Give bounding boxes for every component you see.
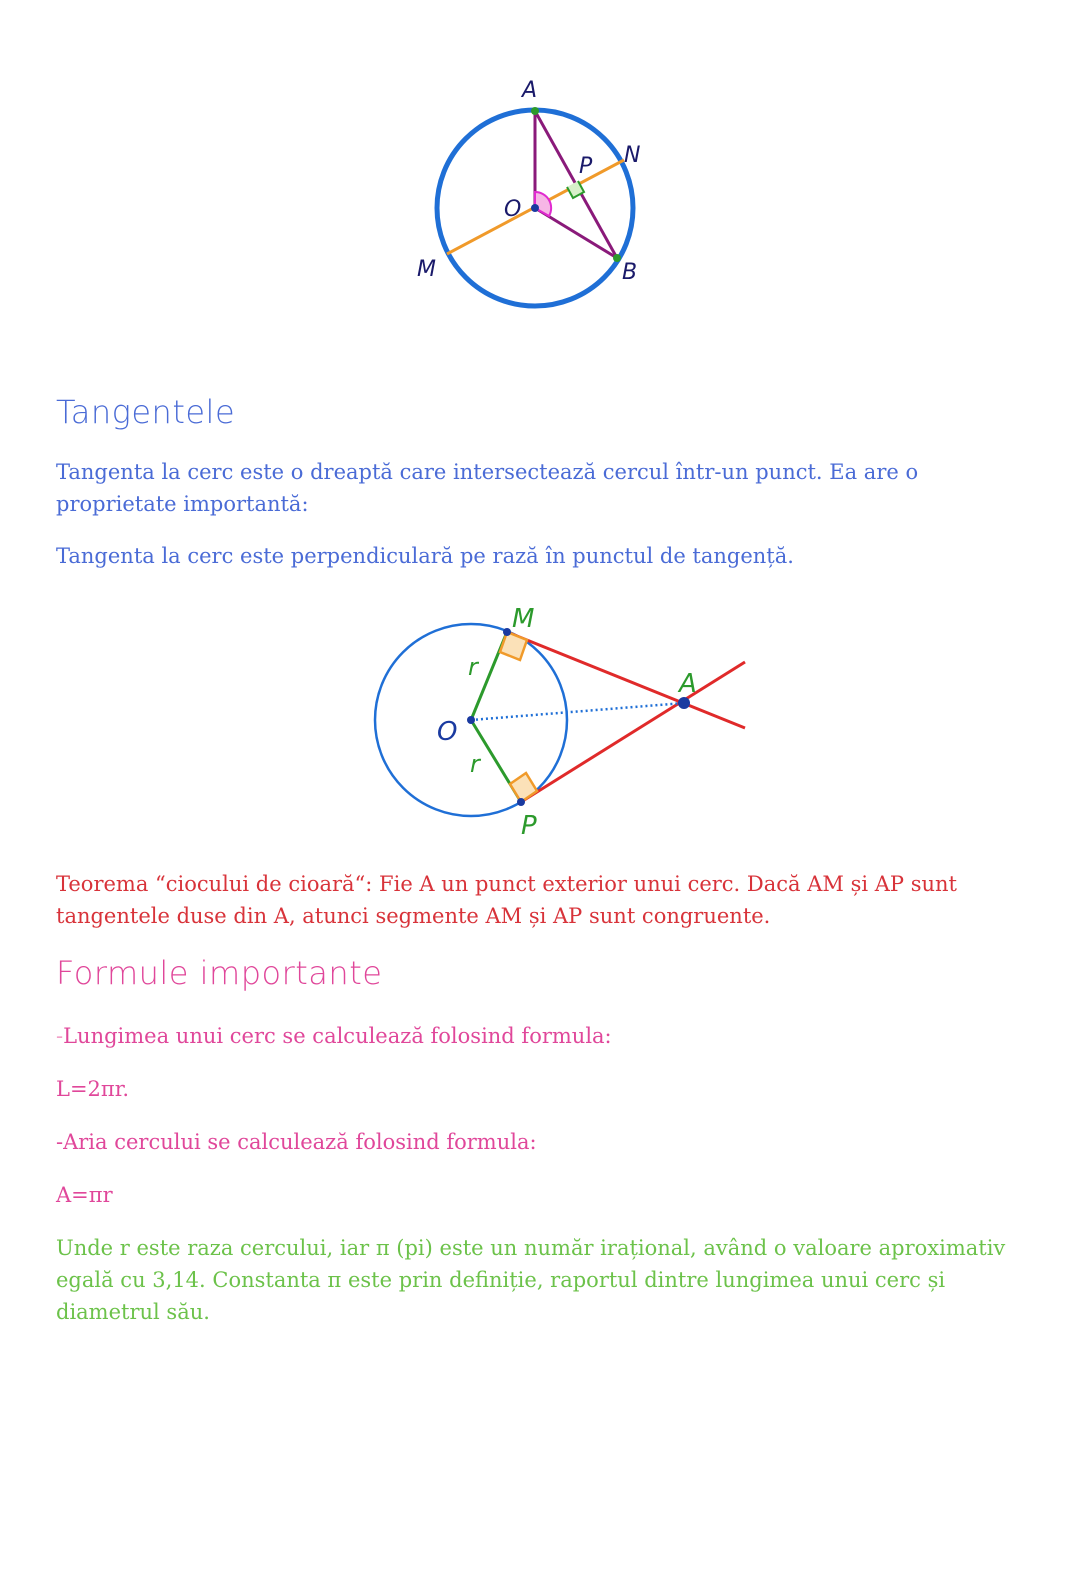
formula-length-intro [56,1020,1031,1052]
label-o: O [437,717,458,747]
label-r-top: r [468,653,478,681]
label-n: N [624,143,641,168]
paragraph-tangent-definition: Tangenta la cerc este o dreaptă care intersectează cercul într-un punct. Ea are o proprietate importantă: [56,460,919,516]
formula-length: L=2πr. [56,1077,130,1101]
segment-oa-dotted [471,703,684,720]
point-o [531,204,539,212]
point-o [467,716,475,724]
label-p: P [579,154,593,179]
label-o: O [504,197,522,222]
label-r-bottom: r [470,750,480,778]
formula-length-intro-text: Lungimea unui cerc se calculează folosind formula: [63,1024,612,1048]
formula-area-intro: -Aria cercului se calculează folosind formula: [56,1130,537,1154]
paragraph-tangent-property: Tangenta la cerc este perpendiculară pe rază în punctul de tangență. [56,544,794,568]
heading-tangentele: Tangentele [56,393,236,431]
formula-area: A=πr [56,1183,113,1207]
figure-circle-chord [400,70,680,330]
figure-tangents [360,595,760,845]
point-m [503,628,511,636]
label-m: M [512,604,535,634]
formula-explanation: Unde r este raza cercului, iar π (pi) este un număr irațional, având o valoare aproximativ egală cu 3,14. Constanta π este prin definiție, raportul dintre lungimea unui cerc și diametrul său. [56,1236,1006,1324]
label-a: A [522,78,538,103]
label-b: B [622,260,638,285]
label-a: A [679,669,697,699]
point-p [517,798,525,806]
point-a [531,107,539,115]
label-p: P [521,811,537,841]
angle-aob-marker [535,192,551,216]
point-b [613,254,621,262]
heading-formule-importante: Formule importante [56,954,383,992]
theorem-text: Teorema “ciocului de cioară“: Fie A un punct exterior unui cerc. Dacă AM și AP sunt tangentele duse din A, atunci segmente AM și AP sunt congruente. [56,872,957,928]
dash-marker: - [56,1024,64,1048]
label-m: M [417,257,436,282]
right-angle-marker-p [510,773,537,802]
